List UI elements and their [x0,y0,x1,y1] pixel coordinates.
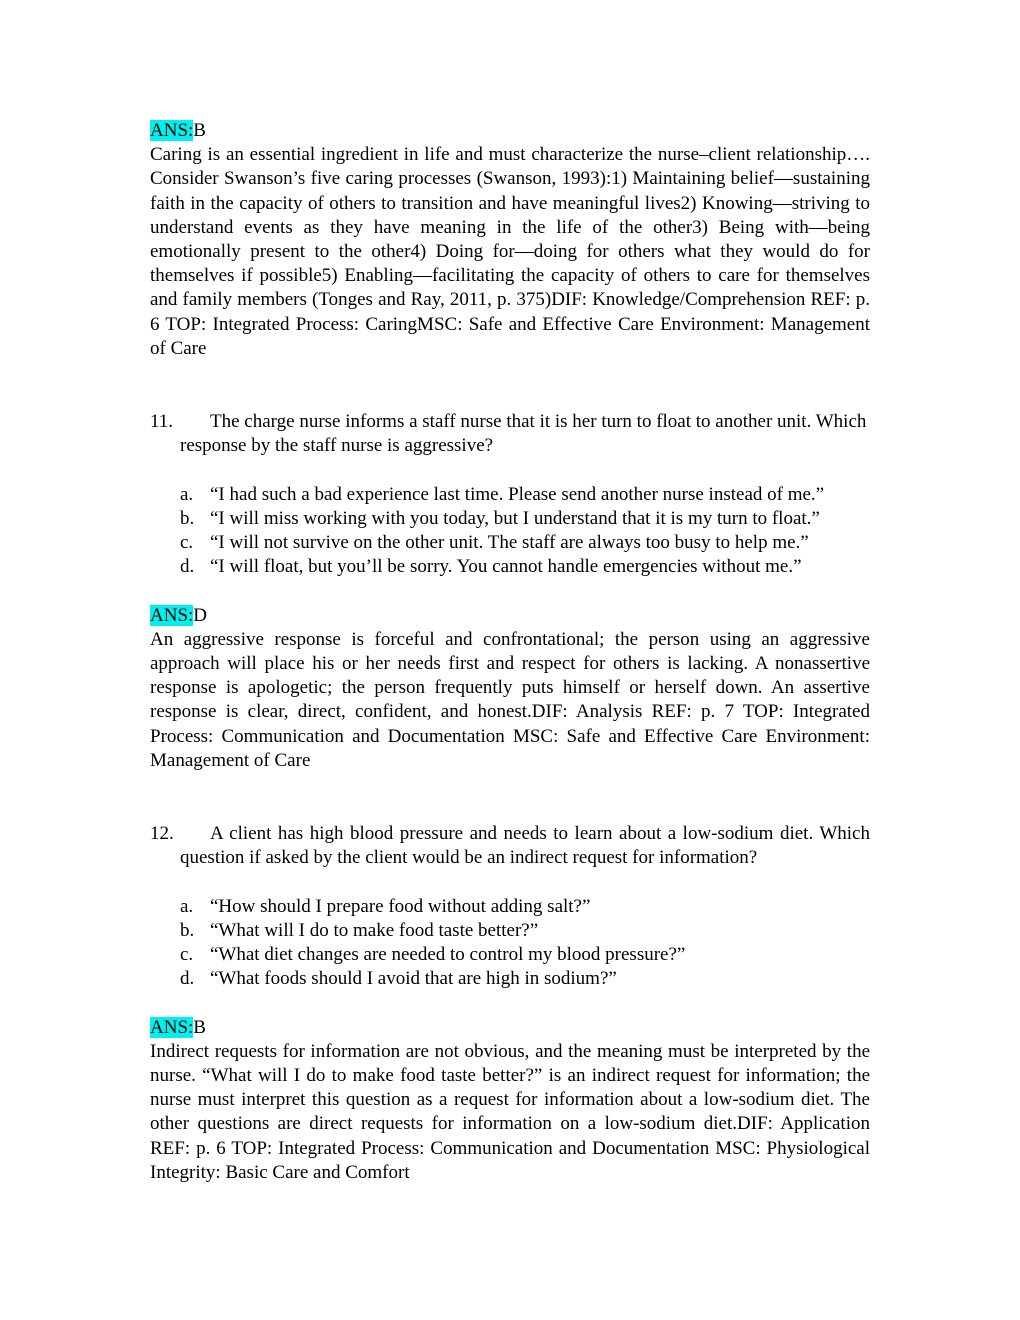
option-letter: b. [180,919,195,941]
question-number: 11. [150,411,174,433]
spacer [150,458,870,482]
answer-value: B [193,1016,206,1038]
option-d [150,555,870,579]
option-text: “I had such a bad experience last time. Please send another nurse instead of me.” [210,483,825,505]
option-a [150,895,870,919]
answer-label: ANS: [150,120,194,141]
option-letter: d. [180,968,195,990]
option-text: “I will float, but you’ll be sorry. You cannot handle emergencies without me.” [210,556,802,578]
spacer [150,870,870,894]
option-text: “What will I do to make food taste better?” [210,919,539,941]
answer-value: B [193,120,206,141]
option-letter: c. [180,944,194,966]
answer-label: ANS: [150,604,194,626]
question-text: A client has high blood pressure and needs to learn about a low-sodium diet. Which question if asked by the client would be an indirect request for information? [180,823,870,869]
question-12 [150,822,870,1185]
spacer [150,773,870,822]
question-stem [150,822,870,870]
answer-line [150,119,870,143]
option-c [150,943,870,967]
option-c [150,531,870,555]
option-text: “How should I prepare food without adding salt?” [210,895,591,917]
option-text: “I will not survive on the other unit. The staff are always too busy to help me.” [210,532,809,554]
option-letter: a. [180,483,194,505]
option-d [150,967,870,991]
spacer [150,991,870,1015]
document-page [150,119,870,1185]
option-text: “What foods should I avoid that are high in sodium?” [210,968,617,990]
option-list [150,483,870,580]
question-text: The charge nurse informs a staff nurse that it is her turn to float to another unit. Which response by the staff nurse is aggressive? [180,411,867,457]
question-11 [150,410,870,773]
answer-value: D [193,604,208,626]
option-text: “I will miss working with you today, but I understand that it is my turn to float.” [210,507,820,529]
question-stem [150,410,870,458]
option-b [150,507,870,531]
answer-rationale: Indirect requests for information are not obvious, and the meaning must be interpreted by the nurse. “What will I do to make food taste better?” is an indirect request for information; the nurse must interpret this question as a request for information about a low-sodium diet. The other questions are direct requests for information on a low-sodium diet.DIF: Application REF: p. 6 TOP: Integrated Process: Communication and Documentation MSC: Physiological Integrity: Basic Care and Comfort [150,1040,870,1183]
answer-rationale: Caring is an essential ingredient in life and must characterize the nurse–client relationship…. Consider Swanson’s five caring processes (Swanson, 1993):1) Maintaining belief—sustaining faith in the capacity of others to transition and have meaningful lives2) Knowing—striving to understand events as they have meaning in the life of the other3) Being with—being emotionally present to the other4) Doing for—doing for others what they would do for themselves if possible5) Enabling—facilitating the capacity of others to care for themselves and family members (Tonges and Ray, 2011, p. 375)DIF: Knowledge/Comprehension REF: p. 6 TOP: Integrated Process: CaringMSC: Safe and Effective Care Environment: Management of Care [150,144,870,359]
answer-label: ANS: [150,1016,194,1038]
option-b [150,919,870,943]
question-number: 12. [150,823,174,845]
option-letter: b. [180,507,195,529]
spacer [150,579,870,603]
spacer [150,361,870,410]
answer-line [150,604,870,628]
answer-line [150,1016,870,1040]
option-letter: a. [180,895,194,917]
answer-rationale: An aggressive response is forceful and confrontational; the person using an aggressive approach will place his or her needs first and respect for others is lacking. A nonassertive response is apologetic; the person frequently puts himself or herself down. An assertive response is clear, direct, confident, and honest.DIF: Analysis REF: p. 7 TOP: Integrated Process: Communication and Documentation MSC: Safe and Effective Care Environment: Management of Care [150,628,870,771]
answer-block [150,119,870,361]
option-a [150,483,870,507]
option-letter: c. [180,532,194,554]
option-text: “What diet changes are needed to control my blood pressure?” [210,944,686,966]
option-list [150,895,870,992]
option-letter: d. [180,556,195,578]
